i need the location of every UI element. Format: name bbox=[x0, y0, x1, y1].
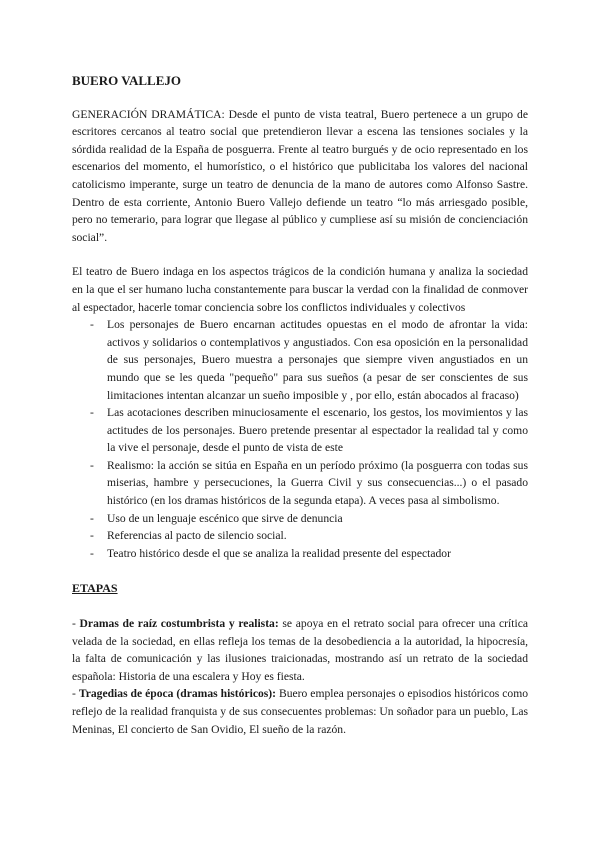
list-item-text: Teatro histórico desde el que se analiza la realidad presente del espectador bbox=[107, 546, 451, 560]
theatre-paragraph: El teatro de Buero indaga en los aspectos trágicos de la condición humana y analiza la sociedad en la que el ser humano lucha constantemente para buscar la verdad con la finalidad de conmover al espectador, hacerle tomar conciencia sobre los conflictos individuales y colectivos bbox=[72, 265, 528, 314]
intro-paragraph: GENERACIÓN DRAMÁTICA: Desde el punto de vista teatral, Buero pertenece a un grupo de escritores cercanos al teatro social que pretendieron llevar a escena las tensiones sociales y la sórdida realidad de la España de posguerra. Frente al teatro burgués y de ocio representado en los escenarios del momento, el humorístico, o el histórico que publicitaba los valores del nacional catolicismo imperante, surge un teatro de denuncia de la mano de autores como Alfonso Sastre. Dentro de esta corriente, Antonio Buero Vallejo defiende un teatro “lo más arriesgado posible, pero no temerario, para lograr que llegase al público y cumpliese así su misión de concienciación social”. bbox=[72, 107, 528, 244]
etapa-text: se apoya en el retrato social para ofrecer una crítica velada de la sociedad, en ellas refleja los temas de la desobediencia a la autoridad, la hipocresía, la falta de comunicación y las ilusiones traicionadas, mostrando así un retrato de la sociedad española: Historia de una escalera y Hoy es fiesta. bbox=[72, 617, 528, 683]
bullet-dash: - bbox=[90, 458, 94, 472]
etapa-heading: Tragedias de época (dramas históricos): bbox=[78, 687, 277, 701]
etapa-text: Buero emplea personajes o episodios históricos como reflejo de la realidad franquista y de sus consecuentes problemas: Un soñador para un pueblo, Las Meninas, El concierto de San Ovidio, El sueño de la razón. bbox=[72, 687, 529, 736]
bullet-dash: - bbox=[90, 406, 94, 420]
etapa-item bbox=[72, 615, 528, 685]
list-item bbox=[72, 545, 528, 563]
bullet-dash: - bbox=[90, 511, 94, 525]
list-item-text: Los personajes de Buero encarnan actitudes opuestas en el modo de afrontar la vida: activos y solidarios o contemplativos y angustiados. Con esa oposición en la personalidad de sus personajes, Buero muestra a personajes que siempre viven angustiados en un mundo que se les queda "pequeño" para sus sueños (a pesar de ser conscientes de sus limitaciones intentan alcanzar un sueño imposible y , por ello, están abocados al fracaso) bbox=[107, 318, 528, 402]
list-item-text: Referencias al pacto de silencio social. bbox=[107, 529, 287, 543]
etapas-heading: ETAPAS bbox=[72, 581, 118, 596]
etapa-heading: Dramas de raíz costumbrista y realista: bbox=[79, 617, 279, 631]
bullet-dash: - bbox=[90, 546, 94, 560]
features-list bbox=[72, 316, 528, 562]
list-item-text: Realismo: la acción se sitúa en España en un período próximo (la posguerra con todas sus miserias, hambre y persecuciones, la Guerra Civil y sus consecuencias...) o el pasado histórico (en los dramas históricos de la segunda etapa). A veces pasa al simbolismo. bbox=[107, 458, 528, 508]
list-item bbox=[72, 510, 528, 528]
list-item-text: Las acotaciones describen minuciosamente el escenario, los gestos, los movimientos y las actitudes de los personajes. Buero pretende presentar al espectador la realidad tal y como la vive el personaje, desde el punto de vista de este bbox=[107, 406, 528, 455]
document-title: BUERO VALLEJO bbox=[72, 73, 181, 88]
etapa-item bbox=[72, 685, 528, 738]
list-item bbox=[72, 316, 528, 404]
document-page bbox=[72, 72, 528, 738]
list-item bbox=[72, 527, 528, 545]
etapa-prefix: - bbox=[72, 687, 79, 701]
etapa-prefix: - bbox=[72, 617, 80, 631]
list-item bbox=[72, 457, 528, 510]
bullet-dash: - bbox=[90, 318, 94, 332]
list-item bbox=[72, 404, 528, 457]
list-item-text: Uso de un lenguaje escénico que sirve de denuncia bbox=[107, 511, 343, 525]
bullet-dash: - bbox=[90, 529, 94, 543]
